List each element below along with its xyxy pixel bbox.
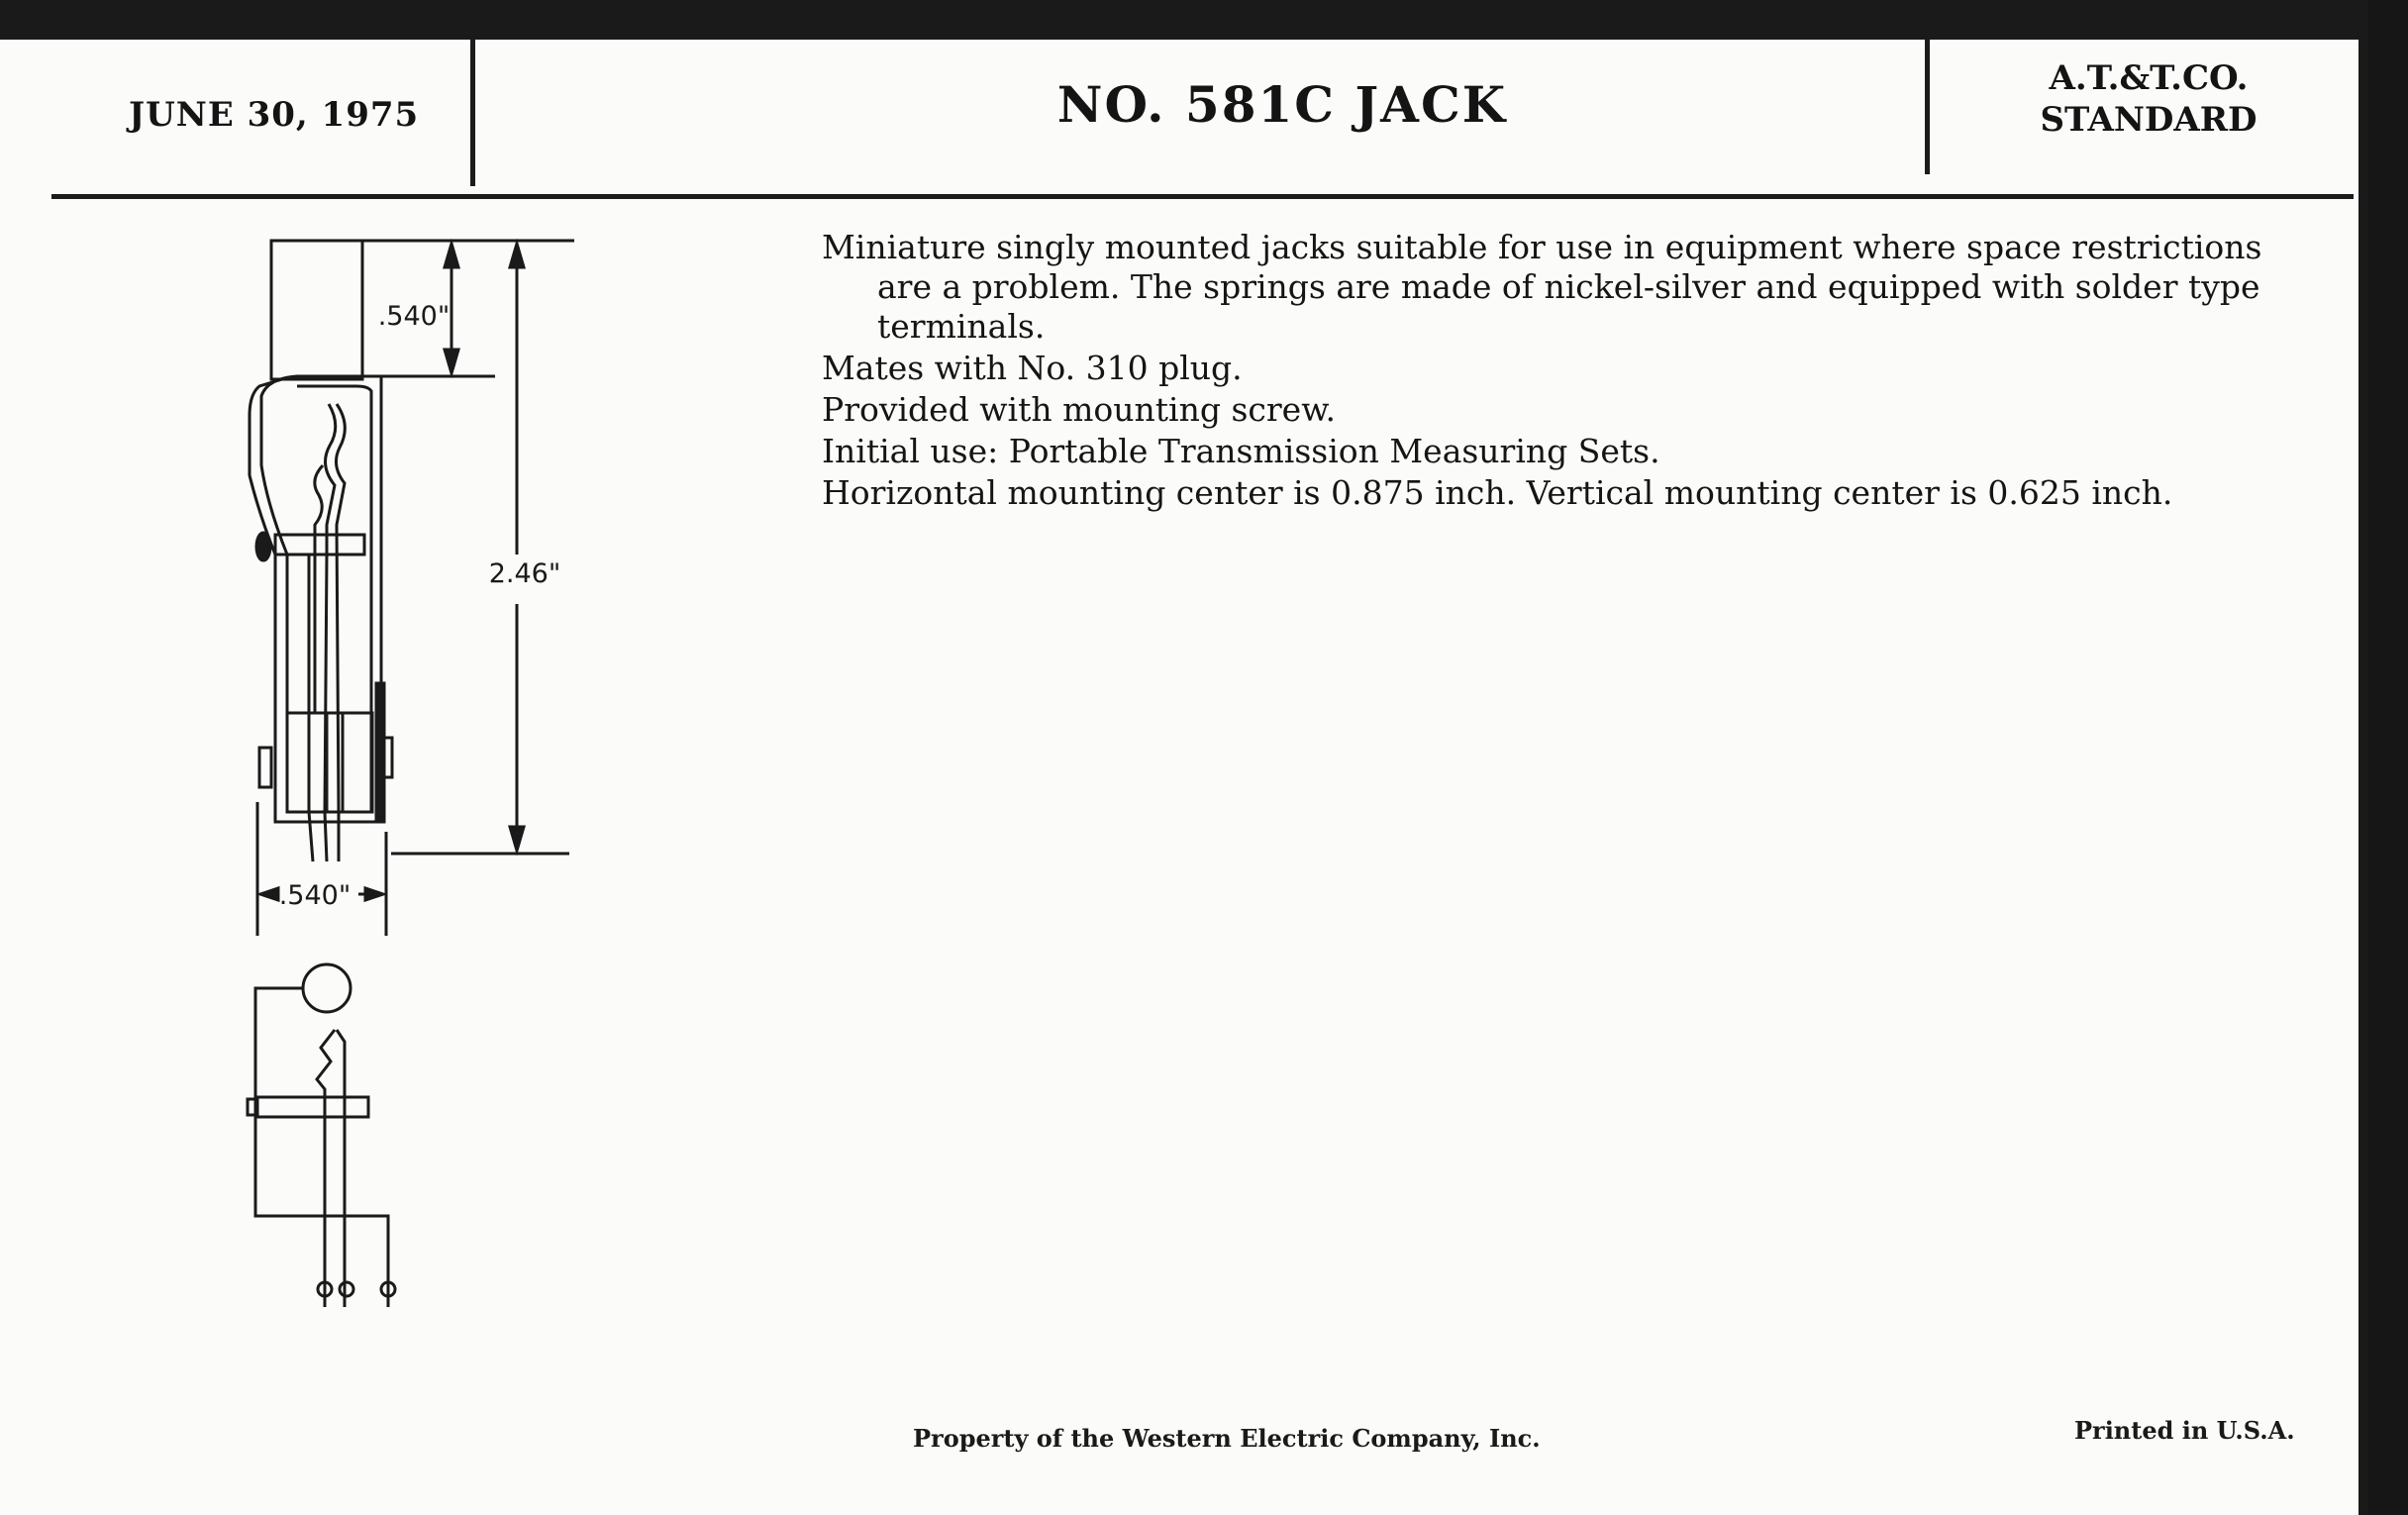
scan-edge (2368, 0, 2408, 1515)
arrowhead-icon (260, 888, 278, 900)
spring-4 (309, 555, 313, 861)
arrowhead-icon (365, 888, 383, 900)
arrowhead-icon (445, 244, 458, 267)
dim-label-top: .540" (377, 301, 451, 332)
front-nut (384, 738, 392, 777)
issue-date: JUNE 30, 1975 (129, 95, 420, 135)
jack-sleeve-icon (303, 964, 351, 1012)
description-paragraph: Initial use: Portable Transmission Measuring Sets. (822, 432, 1660, 470)
schematic-bracket (257, 1097, 368, 1117)
standard-label (1936, 57, 2361, 141)
arrowhead-icon (510, 244, 524, 267)
header-divider-right (1925, 40, 1930, 174)
dim-label-total: 2.46" (488, 558, 561, 589)
page-title: NO. 581C JACK (1056, 75, 1508, 134)
schematic-tab (248, 1099, 257, 1115)
rivet-icon (256, 533, 270, 560)
description (822, 228, 2307, 513)
insulator-stack (287, 713, 372, 812)
description-paragraph: Mates with No. 310 plug. (822, 349, 1243, 387)
description-paragraph: Miniature singly mounted jacks suitable for use in equipment where space restrictions are a problem. The springs are made of nickel-silver and equipped with solder type terminals. (822, 228, 2262, 346)
spring-3 (315, 465, 323, 713)
back-nut (259, 748, 271, 787)
schematic-sleeve-lead (366, 1216, 388, 1307)
jack-drawing (0, 0, 693, 1386)
standard-line-1: A.T.&T.CO. (2049, 58, 2249, 98)
arrowhead-icon (445, 350, 458, 373)
description-paragraph: Provided with mounting screw. (822, 390, 1337, 429)
standard-line-2: STANDARD (2040, 100, 2258, 140)
description-paragraph: Horizontal mounting center is 0.875 inch. Vertical mounting center is 0.625 inch. (822, 473, 2173, 512)
property-notice: Property of the Western Electric Company, Inc. (913, 1424, 1541, 1453)
sleeve-outline (271, 241, 362, 379)
printed-in-notice: Printed in U.S.A. (2074, 1416, 2295, 1445)
dim-label-width: .540" (278, 880, 351, 911)
schematic-frame (255, 988, 366, 1216)
schematic-spring (337, 1030, 345, 1307)
arrowhead-icon (510, 827, 524, 851)
terminal-icon (340, 1282, 353, 1296)
mounting-bracket (275, 535, 364, 555)
